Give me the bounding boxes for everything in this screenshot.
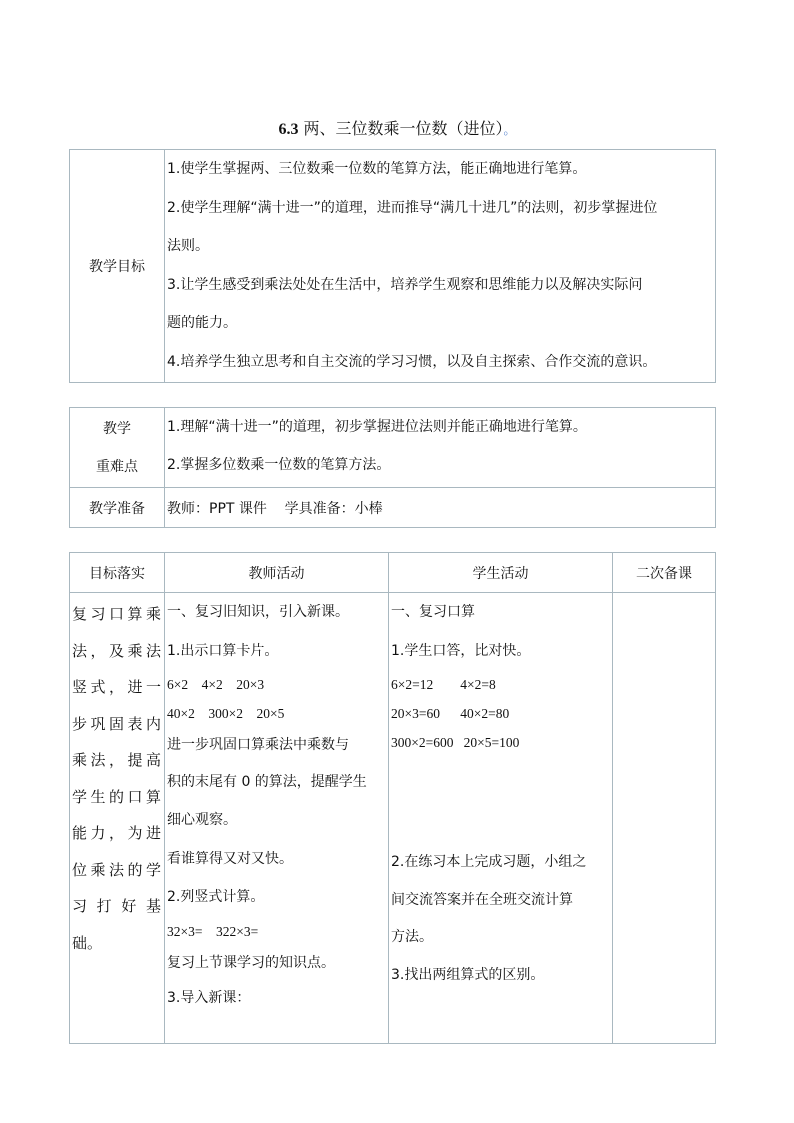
keypoints-label-line2: 重难点	[96, 458, 138, 475]
keypoint-line: 1.理解“满十进一”的道理，初步掌握进位法则并能正确地进行笔算。	[167, 419, 587, 435]
header-teacher: 教师活动	[165, 553, 389, 593]
objective-line: 法则。	[167, 238, 209, 254]
objective-line: 4.培养学生独立思考和自主交流的学习习惯，以及自主探索、合作交流的意识。	[167, 353, 657, 370]
objectives-content	[165, 150, 716, 383]
teacher-line: 1.出示口算卡片。	[167, 642, 279, 659]
objectives-label: 教学目标	[70, 150, 165, 383]
teacher-activity	[165, 593, 389, 1044]
header-notes: 二次备课	[613, 553, 716, 593]
keypoints-content	[165, 408, 716, 488]
objectives-table	[69, 149, 716, 383]
teacher-line: 进一步巩固口算乘法中乘数与	[167, 737, 349, 753]
teacher-line: 一、复习旧知识，引入新课。	[167, 604, 349, 620]
teacher-line: 细心观察。	[167, 812, 237, 828]
student-line: 方法。	[391, 929, 433, 945]
objective-line: 2.使学生理解“满十进一”的道理，进而推导“满几十进几”的法则，初步掌握进位	[167, 199, 658, 216]
header-target: 目标落实	[70, 553, 165, 593]
keypoint-line: 2.掌握多位数乘一位数的笔算方法。	[167, 457, 391, 473]
teacher-calc: 6×2 4×2 20×3	[167, 677, 265, 692]
header-student: 学生活动	[389, 553, 613, 593]
teacher-calc: 32×3= 322×3=	[167, 924, 259, 939]
objective-line: 3.让学生感受到乘法处处在生活中，培养学生观察和思维能力以及解决实际问	[167, 276, 643, 293]
teacher-line: 看谁算得又对又快。	[167, 851, 293, 867]
notes-cell	[613, 593, 716, 1044]
student-calc: 20×3=60 40×2=80	[391, 706, 510, 721]
target-text: 复习口算乘法，及乘法竖式，进一步巩固表内乘法，提高学生的口算能力，为进位乘法的学习打好基础。	[70, 593, 165, 1044]
teacher-line: 2.列竖式计算。	[167, 889, 265, 905]
student-line: 3.找出两组算式的区别。	[391, 967, 545, 983]
keypoints-label-line1: 教学	[103, 420, 131, 437]
teacher-calc: 40×2 300×2 20×5	[167, 706, 285, 721]
section-number: 6.3	[278, 121, 299, 138]
student-line: 2.在练习本上完成习题，小组之	[391, 854, 587, 870]
student-calc: 300×2=600 20×5=100	[391, 735, 520, 750]
teacher-line: 复习上节课学习的知识点。	[167, 955, 335, 971]
document-title	[0, 116, 794, 139]
student-calc: 6×2=12 4×2=8	[391, 677, 496, 692]
preparation-label: 教学准备	[70, 488, 165, 528]
teacher-line: 3.导入新课：	[167, 990, 251, 1006]
preparation-content: 教师：PPT 课件 学具准备：小棒	[165, 488, 716, 528]
teacher-line: 积的末尾有 0 的算法，提醒学生	[167, 774, 367, 790]
objective-line: 1.使学生掌握两、三位数乘一位数的笔算方法，能正确地进行笔算。	[167, 161, 587, 177]
keypoints-table	[69, 407, 716, 528]
student-line: 1.学生口答，比对快。	[391, 642, 531, 659]
process-table	[69, 552, 716, 1044]
title-text: 两、三位数乘一位数（进位）	[303, 119, 504, 138]
keypoints-label	[70, 408, 165, 488]
student-activity	[389, 593, 613, 1044]
objective-line: 题的能力。	[167, 315, 237, 331]
student-line: 一、复习口算	[391, 604, 475, 620]
spacer	[389, 757, 612, 842]
student-line: 间交流答案并在全班交流计算	[391, 892, 573, 908]
title-mark: 。	[503, 123, 516, 137]
